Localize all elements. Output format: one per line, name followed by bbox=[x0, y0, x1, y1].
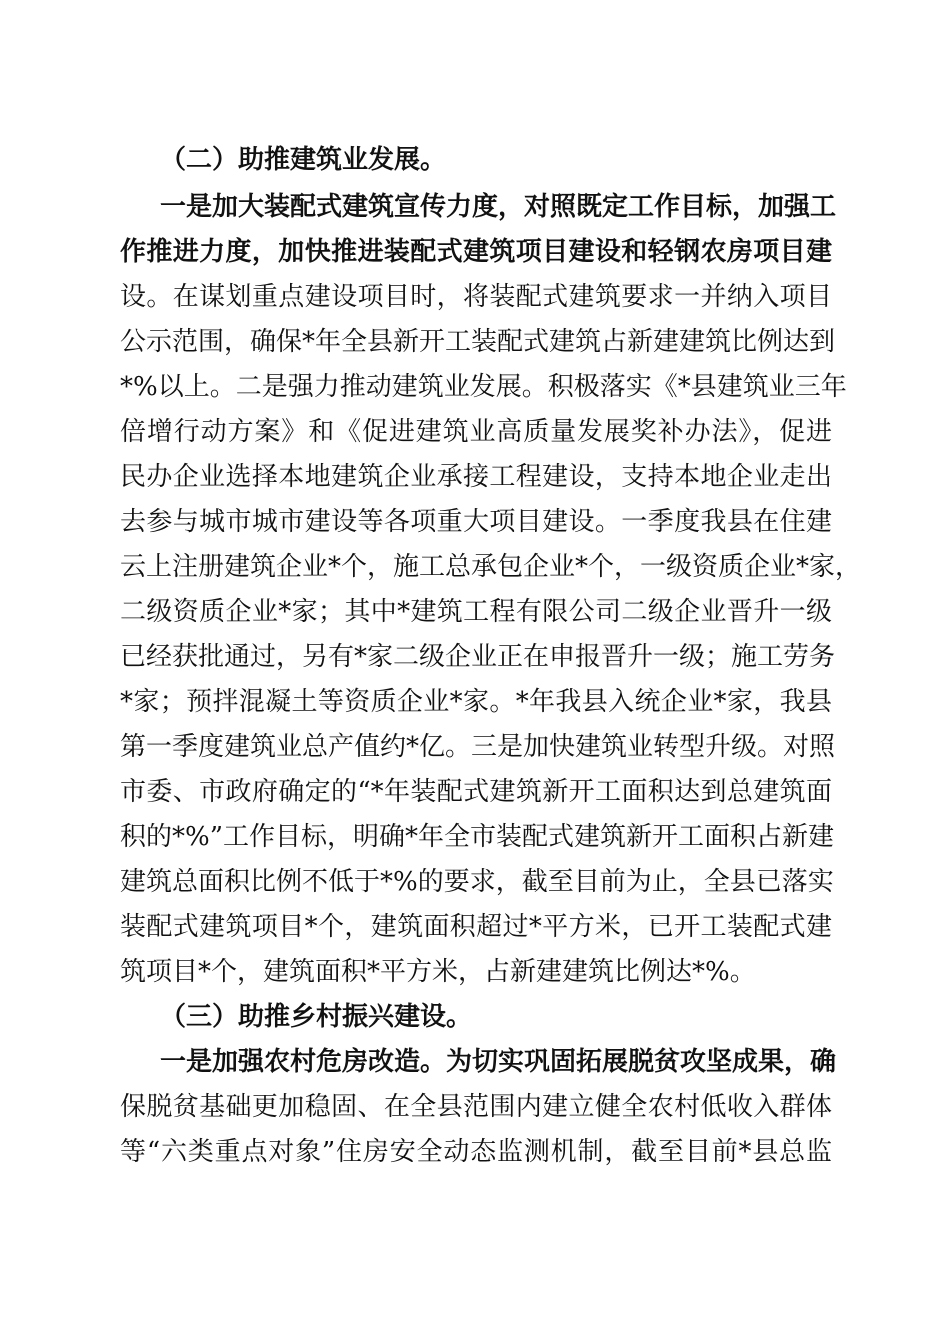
section-2-line-8: 去参与城市城市建设等各项重大项目建设。一季度我县在住建 bbox=[120, 507, 832, 537]
section-2-line-7: 民办企业选择本地建筑企业承接工程建设，支持本地企业走出 bbox=[120, 462, 832, 492]
section-2-line-17: 装配式建筑项目*个，建筑面积超过*平方米，已开工装配式建 bbox=[120, 912, 832, 942]
section-2-line-10: 二级资质企业*家；其中*建筑工程有限公司二级企业晋升一级 bbox=[120, 597, 832, 627]
section-3-line-1: 一是加强农村危房改造。为切实巩固拓展脱贫攻坚成果，确 bbox=[160, 1047, 837, 1077]
section-3-line-2: 保脱贫基础更加稳固、在全县范围内建立健全农村低收入群体 bbox=[120, 1092, 832, 1122]
section-2-line-16: 建筑总面积比例不低于*%的要求，截至目前为止，全县已落实 bbox=[120, 867, 834, 897]
section-2-line-18: 筑项目*个，建筑面积*平方米，占新建建筑比例达*%。 bbox=[120, 957, 756, 987]
section-2-line-4: 公示范围，确保*年全县新开工装配式建筑占新建建筑比例达到 bbox=[120, 327, 836, 357]
section-2-line-13: 第一季度建筑业总产值约*亿。三是加快建筑业转型升级。对照 bbox=[120, 732, 836, 762]
section-2-heading: （二）助推建筑业发展。 bbox=[160, 145, 447, 175]
section-2-line-6: 倍增行动方案》和《促进建筑业高质量发展奖补办法》，促进 bbox=[120, 417, 832, 447]
section-2-line-14: 市委、市政府确定的“*年装配式建筑新开工面积达到总建筑面 bbox=[120, 777, 832, 807]
section-2-line-9: 云上注册建筑企业*个，施工总承包企业*个，一级资质企业*家， bbox=[120, 552, 862, 582]
section-2-line-12: *家；预拌混凝土等资质企业*家。*年我县入统企业*家，我县 bbox=[120, 687, 832, 717]
section-2-line-3: 设。在谋划重点建设项目时，将装配式建筑要求一并纳入项目 bbox=[120, 282, 832, 312]
section-3-line-3: 等“六类重点对象”住房安全动态监测机制，截至目前*县总监 bbox=[120, 1137, 832, 1167]
section-2-line-5: *%以上。二是强力推动建筑业发展。积极落实《*县建筑业三年 bbox=[120, 372, 847, 402]
section-2-line-1: 一是加大装配式建筑宣传力度，对照既定工作目标，加强工 bbox=[160, 192, 837, 222]
section-2-line-15: 积的*%”工作目标，明确*年全市装配式建筑新开工面积占新建 bbox=[120, 822, 834, 852]
section-3-heading: （三）助推乡村振兴建设。 bbox=[160, 1002, 473, 1032]
section-2-line-11: 已经获批通过，另有*家二级企业正在申报晋升一级；施工劳务 bbox=[120, 642, 836, 672]
section-2-line-2: 作推进力度，加快推进装配式建筑项目建设和轻钢农房项目建 bbox=[120, 237, 832, 267]
